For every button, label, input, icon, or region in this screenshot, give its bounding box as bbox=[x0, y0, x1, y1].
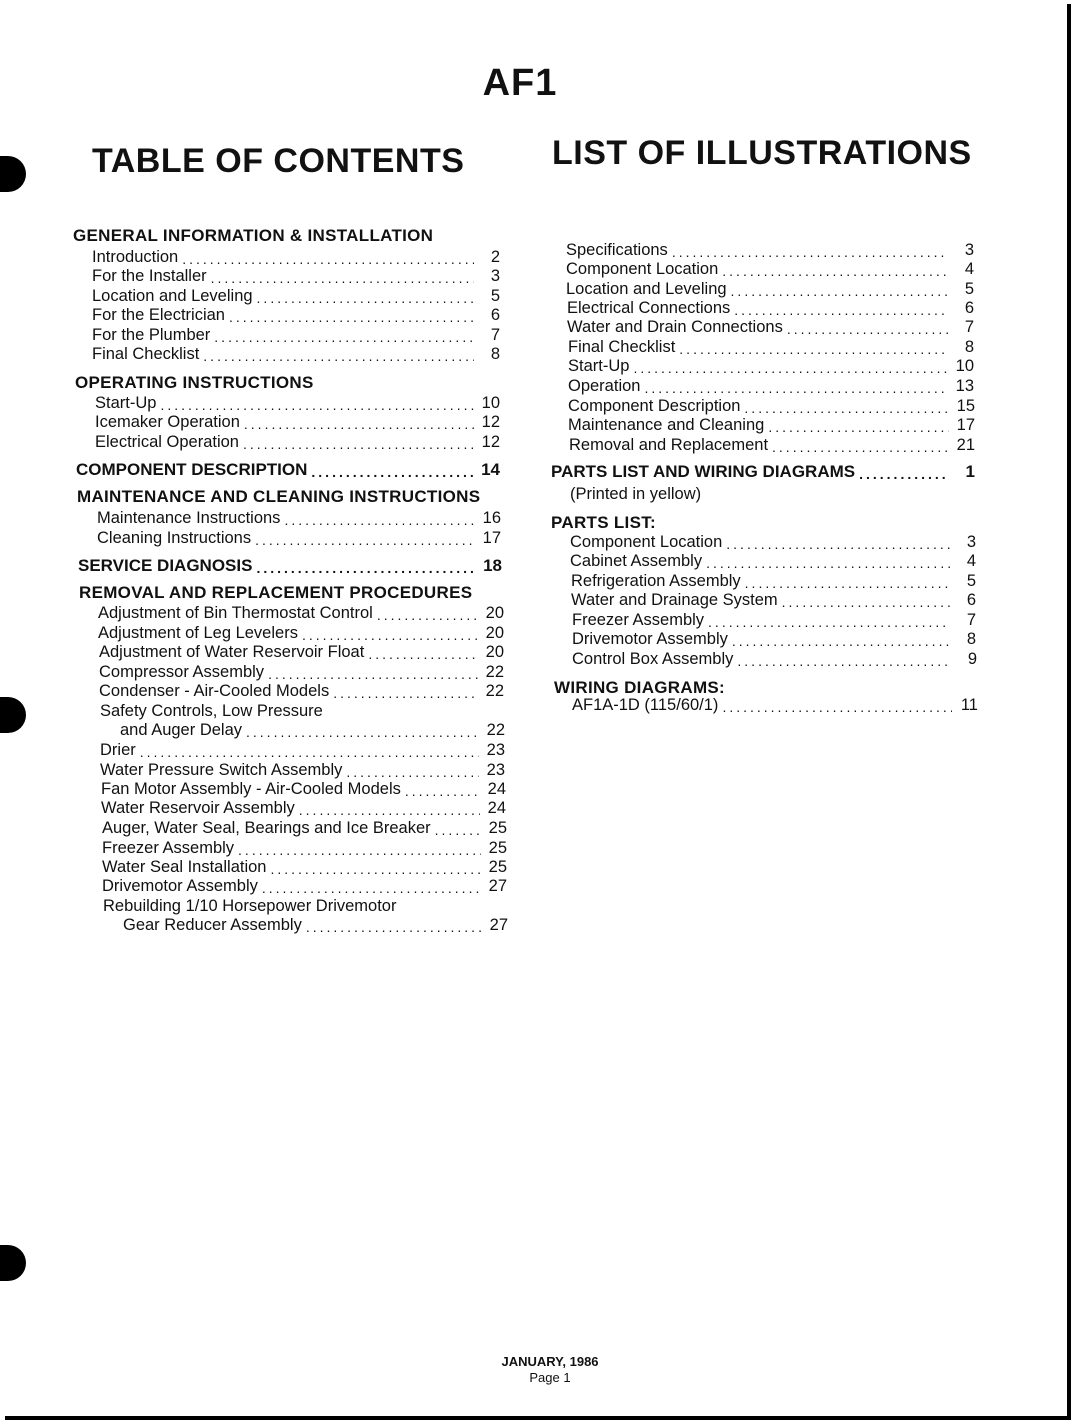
toc-entry: Adjustment of Bin Thermostat Control ..... 20 bbox=[98, 603, 504, 623]
loi-entry: Refrigeration Assembly ..... 5 bbox=[571, 571, 976, 591]
toc-entry: Condenser - Air-Cooled Models ..... 22 bbox=[99, 681, 504, 701]
toc-entry: For the Installer ..... 3 bbox=[92, 266, 500, 286]
loi-note: (Printed in yellow) bbox=[570, 485, 702, 503]
toc-heading: TABLE OF CONTENTS bbox=[92, 142, 465, 180]
toc-entry: Final Checklist ..... 8 bbox=[92, 344, 500, 364]
toc-entry: Adjustment of Water Reservoir Float ..... 20 bbox=[99, 642, 504, 662]
loi-heading: LIST OF ILLUSTRATIONS bbox=[552, 134, 972, 172]
toc-section-title: MAINTENANCE AND CLEANING INSTRUCTIONS bbox=[77, 487, 481, 506]
toc-entry: Freezer Assembly ..... 25 bbox=[102, 838, 507, 858]
loi-entry: Component Location ..... 4 bbox=[566, 259, 974, 279]
toc-entry: Maintenance Instructions ..... 16 bbox=[97, 508, 501, 528]
toc-entry-line1: Safety Controls, Low Pressure bbox=[100, 702, 323, 720]
loi-entry: Location and Leveling ..... 5 bbox=[566, 279, 974, 299]
toc-entry: Water Seal Installation ..... 25 bbox=[102, 857, 507, 877]
loi-section-title: PARTS LIST: bbox=[551, 513, 656, 532]
loi-section-title: WIRING DIAGRAMS: bbox=[554, 678, 726, 697]
loi-entry: Start-Up ..... 10 bbox=[568, 356, 974, 376]
toc-entry: Fan Motor Assembly - Air-Cooled Models ..... 24 bbox=[101, 779, 506, 799]
toc-entry: Water Reservoir Assembly ..... 24 bbox=[101, 798, 506, 818]
toc-entry: Location and Leveling ..... 5 bbox=[92, 286, 500, 306]
loi-entry: Water and Drain Connections ..... 7 bbox=[567, 317, 974, 337]
loi-entry: Component Description ..... 15 bbox=[568, 396, 975, 416]
toc-entry-line1: Rebuilding 1/10 Horsepower Drivemotor bbox=[103, 897, 397, 915]
loi-entry: AF1A-1D (115/60/1) ..... 11 bbox=[572, 695, 978, 715]
toc-entry: Icemaker Operation ..... 12 bbox=[95, 412, 500, 432]
footer-page-number: Page 1 bbox=[529, 1370, 571, 1385]
toc-entry: Adjustment of Leg Levelers ..... 20 bbox=[98, 623, 504, 643]
loi-section-entry: PARTS LIST AND WIRING DIAGRAMS ..... 1 bbox=[551, 462, 975, 482]
loi-entry: Specifications ..... 3 bbox=[566, 240, 974, 260]
loi-entry: Freezer Assembly ..... 7 bbox=[572, 610, 976, 630]
toc-section-title: OPERATING INSTRUCTIONS bbox=[75, 373, 314, 392]
loi-entry: Operation ..... 13 bbox=[568, 376, 974, 396]
loi-entry: Electrical Connections ..... 6 bbox=[567, 298, 974, 318]
footer-date: JANUARY, 1986 bbox=[501, 1354, 599, 1369]
loi-entry: Component Location ..... 3 bbox=[570, 532, 976, 552]
toc-entry: Drier ..... 23 bbox=[100, 740, 505, 760]
toc-entry: Compressor Assembly ..... 22 bbox=[99, 662, 504, 682]
toc-entry: Cleaning Instructions ..... 17 bbox=[97, 528, 501, 548]
toc-entry: Electrical Operation ..... 12 bbox=[95, 432, 500, 452]
loi-entry: Cabinet Assembly ..... 4 bbox=[570, 551, 976, 571]
toc-entry: Drivemotor Assembly ..... 27 bbox=[102, 876, 507, 896]
toc-section-title: GENERAL INFORMATION & INSTALLATION bbox=[73, 226, 434, 245]
loi-entry: Water and Drainage System ..... 6 bbox=[571, 590, 976, 610]
loi-entry: Removal and Replacement ..... 21 bbox=[569, 435, 975, 455]
loi-entry: Drivemotor Assembly ..... 8 bbox=[572, 629, 976, 649]
toc-entry: Water Pressure Switch Assembly ..... 23 bbox=[100, 760, 505, 780]
toc-entry: Start-Up ..... 10 bbox=[95, 393, 500, 413]
toc-entry: Gear Reducer Assembly ..... 27 bbox=[123, 915, 508, 935]
toc-section-entry: COMPONENT DESCRIPTION ..... 14 bbox=[76, 460, 500, 480]
toc-entry: Introduction ..... 2 bbox=[92, 247, 500, 267]
toc-entry: Auger, Water Seal, Bearings and Ice Breaker ..... 25 bbox=[102, 818, 507, 838]
toc-section-entry: SERVICE DIAGNOSIS ..... 18 bbox=[78, 556, 502, 576]
toc-section-title: REMOVAL AND REPLACEMENT PROCEDURES bbox=[79, 583, 473, 602]
document-code: AF1 bbox=[482, 62, 558, 104]
loi-entry: Control Box Assembly ..... 9 bbox=[572, 649, 977, 669]
loi-entry: Final Checklist ..... 8 bbox=[568, 337, 974, 357]
toc-entry: For the Electrician ..... 6 bbox=[92, 305, 500, 325]
toc-entry: and Auger Delay ..... 22 bbox=[120, 720, 505, 740]
loi-entry: Maintenance and Cleaning ..... 17 bbox=[568, 415, 975, 435]
toc-entry: For the Plumber ..... 7 bbox=[92, 325, 500, 345]
